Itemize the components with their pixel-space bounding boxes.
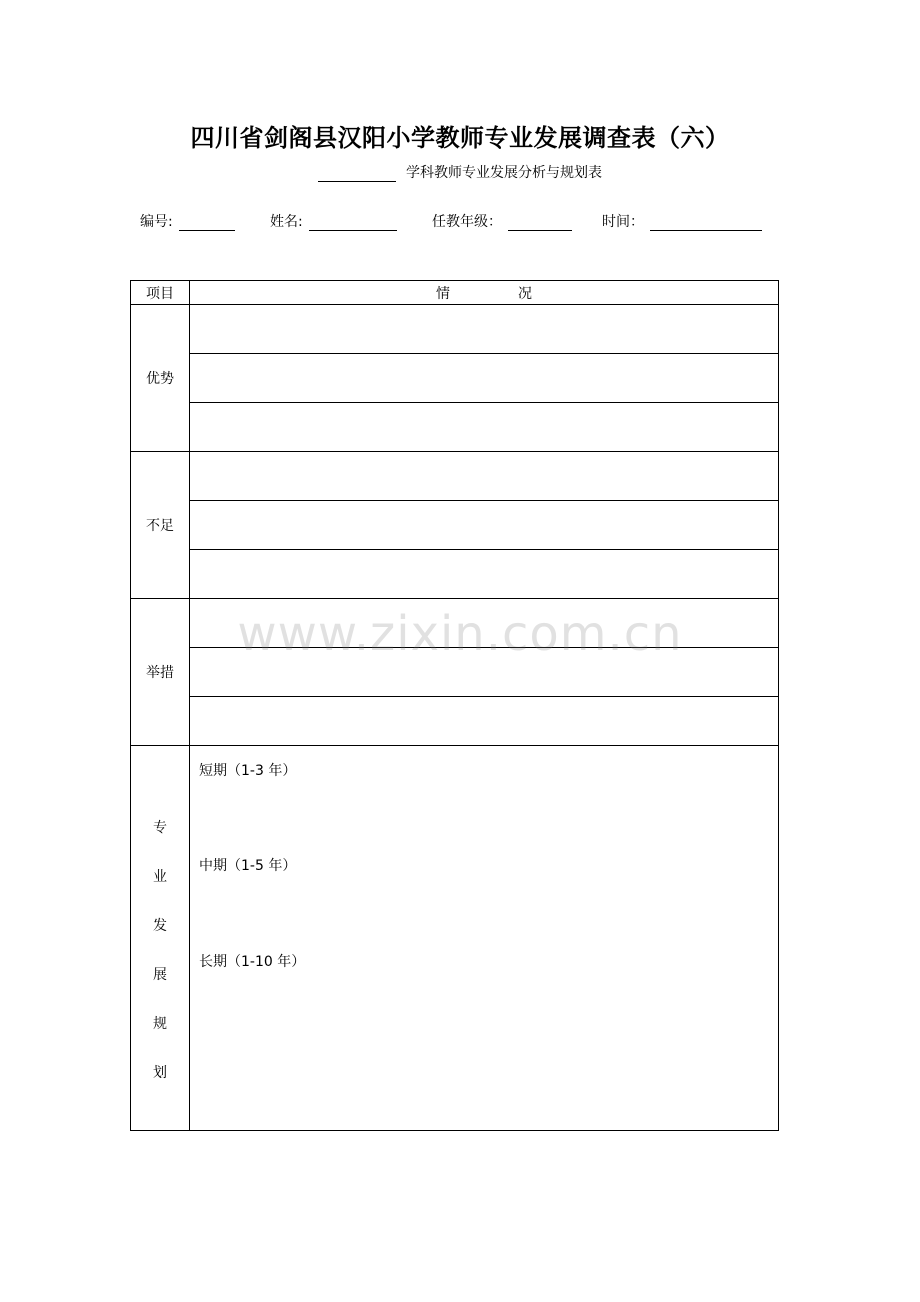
plan-label-char: 划 (153, 1065, 167, 1081)
plan-label-char: 规 (153, 1016, 167, 1032)
header-item: 项目 (131, 281, 190, 305)
measures-entry-3[interactable] (190, 697, 779, 746)
measures-label: 举措 (131, 599, 190, 746)
plan-label-char: 展 (153, 967, 167, 983)
time-label: 时间： (602, 214, 644, 230)
document-subtitle (0, 162, 920, 182)
mid-term-label: 中期（1-5 年） (199, 858, 297, 874)
header-row (131, 281, 779, 305)
measures-entry-1[interactable] (190, 599, 779, 648)
survey-table (130, 280, 779, 1131)
short-term-label: 短期（1-3 年） (199, 763, 297, 779)
plan-label-char: 专 (153, 820, 167, 836)
header-situation-a: 情 (436, 285, 450, 302)
grade-label: 任教年级： (432, 214, 502, 230)
grade-blank[interactable] (508, 215, 572, 231)
strengths-entry-3[interactable] (190, 403, 779, 452)
strengths-row-2 (131, 354, 779, 403)
number-blank[interactable] (179, 215, 235, 231)
plan-label-char: 业 (153, 869, 167, 885)
long-term-label: 长期（1-10 年） (199, 954, 306, 970)
watermark: www.zixin.com.cn (237, 606, 683, 662)
name-field (270, 211, 397, 231)
weaknesses-entry-2[interactable] (190, 501, 779, 550)
measures-row-2 (131, 648, 779, 697)
time-blank[interactable] (650, 215, 762, 231)
header-situation-b: 况 (518, 285, 532, 302)
strengths-row-1 (131, 305, 779, 354)
document-title: 四川省剑阁县汉阳小学教师专业发展调查表（六） (190, 124, 730, 152)
measures-entry-2[interactable] (190, 648, 779, 697)
plan-row (131, 746, 779, 1131)
weaknesses-row-3 (131, 550, 779, 599)
grade-field (432, 211, 572, 231)
name-label: 姓名: (270, 214, 303, 230)
weaknesses-row-2 (131, 501, 779, 550)
weaknesses-entry-3[interactable] (190, 550, 779, 599)
measures-row-3 (131, 697, 779, 746)
plan-label (131, 746, 190, 1131)
number-label: 编号: (140, 214, 173, 230)
strengths-entry-2[interactable] (190, 354, 779, 403)
weaknesses-label: 不足 (131, 452, 190, 599)
weaknesses-entry-1[interactable] (190, 452, 779, 501)
header-situation (190, 281, 779, 305)
strengths-label: 优势 (131, 305, 190, 452)
subtitle-text: 学科教师专业发展分析与规划表 (406, 165, 602, 181)
strengths-row-3 (131, 403, 779, 452)
plan-label-char: 发 (153, 918, 167, 934)
number-field (140, 211, 235, 231)
measures-row-1 (131, 599, 779, 648)
plan-entry[interactable] (190, 746, 779, 1131)
weaknesses-row-1 (131, 452, 779, 501)
subject-blank[interactable] (318, 167, 396, 182)
time-field (602, 211, 762, 231)
strengths-entry-1[interactable] (190, 305, 779, 354)
name-blank[interactable] (309, 215, 397, 231)
